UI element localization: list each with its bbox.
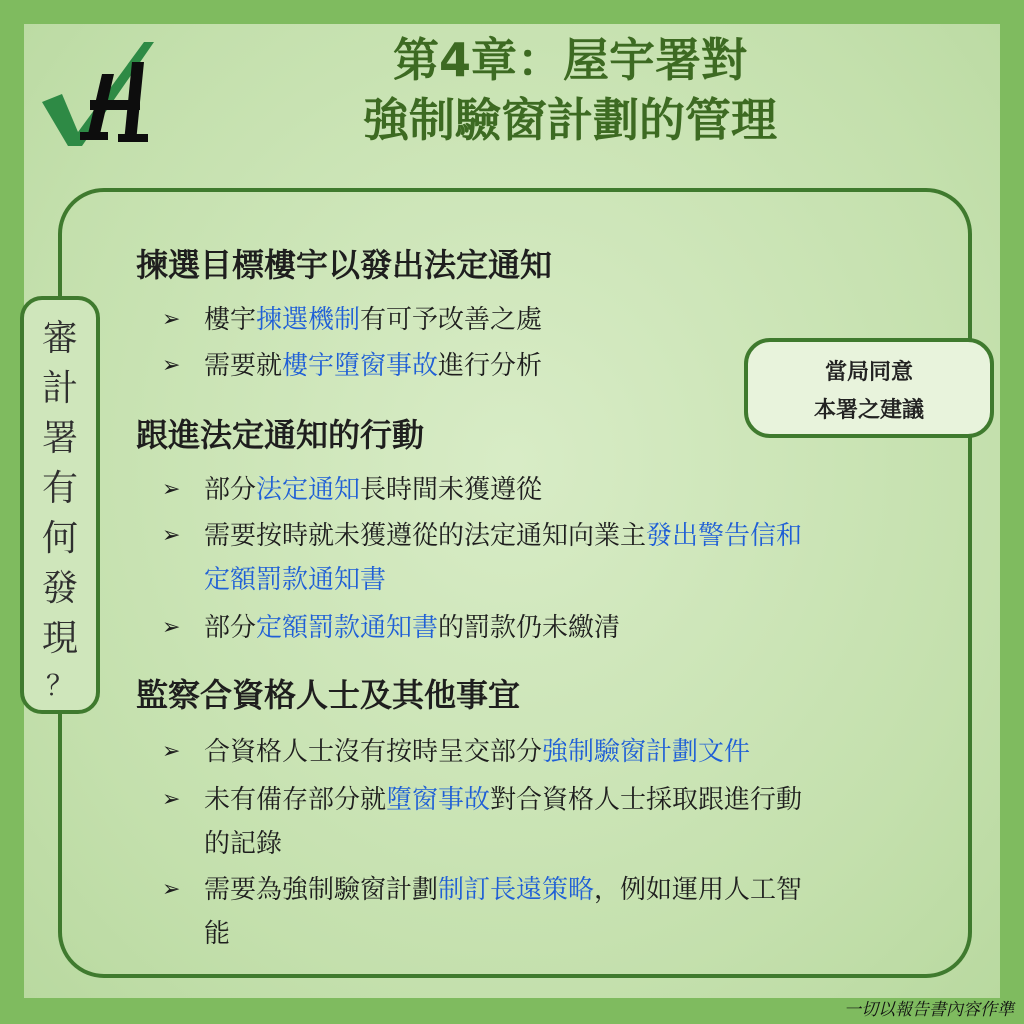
- item-text: 對合資格人士採取跟進行動: [490, 785, 803, 815]
- list-item: [162, 344, 542, 388]
- item-text: 能: [204, 919, 231, 949]
- side-char: 署: [41, 418, 78, 459]
- section-heading: 跟進法定通知的行動: [136, 416, 425, 454]
- side-char: 計: [41, 368, 78, 409]
- bullet-arrow-icon: ➢: [162, 787, 181, 812]
- item-text: 未有備存部分就: [204, 785, 387, 815]
- side-char: 何: [41, 518, 78, 559]
- bullet-arrow-icon: ➢: [162, 615, 181, 640]
- list-item: [162, 298, 542, 342]
- list-item: [162, 730, 750, 774]
- item-text: ，例如運用人工智: [594, 875, 803, 905]
- side-char: 審: [41, 318, 78, 359]
- item-highlight: 揀選機制: [256, 305, 361, 335]
- agreement-badge: [744, 338, 994, 438]
- list-item: [162, 868, 802, 956]
- audit-commission-logo: [40, 34, 160, 152]
- item-highlight: 定額罰款通知書: [256, 613, 439, 643]
- item-text: 進行分析: [438, 351, 543, 381]
- bullet-arrow-icon: ➢: [162, 307, 181, 332]
- item-text: 部分: [204, 475, 257, 505]
- section-heading: 監察合資格人士及其他事宜: [136, 676, 521, 714]
- bullet-arrow-icon: ➢: [162, 353, 181, 378]
- item-highlight: 墮窗事故: [386, 785, 491, 815]
- item-text: 樓宇: [204, 305, 257, 335]
- item-highlight: 強制驗窗計劃文件: [542, 737, 751, 767]
- bullet-arrow-icon: ➢: [162, 477, 181, 502]
- side-char: 發: [41, 568, 78, 609]
- item-text: 需要按時就未獲遵從的法定通知向業主: [204, 521, 647, 551]
- badge-line-1: 當局同意: [824, 360, 913, 385]
- list-item: [162, 468, 542, 512]
- list-item: [162, 778, 802, 866]
- item-highlight: 發出警告信和: [646, 521, 803, 551]
- list-item: [162, 514, 802, 602]
- item-text: 的記錄: [204, 829, 283, 859]
- badge-line-2: 本署之建議: [813, 398, 924, 423]
- item-highlight: 樓宇墮窗事故: [282, 351, 439, 381]
- item-highlight: 定額罰款通知書: [204, 565, 387, 595]
- item-highlight: 制訂長遠策略: [438, 875, 595, 905]
- side-label-tab: [20, 296, 100, 714]
- list-item: [162, 606, 620, 650]
- title-line-2: 強制驗窗計劃的管理: [363, 93, 777, 147]
- bullet-arrow-icon: ➢: [162, 877, 181, 902]
- side-char: 現: [41, 618, 78, 659]
- page-title: [200, 30, 940, 150]
- item-text: 長時間未獲遵從: [360, 475, 543, 505]
- title-line-1: 第4章：屋宇署對: [392, 33, 747, 87]
- item-text: 的罰款仍未繳清: [438, 613, 621, 643]
- item-text: 需要就: [204, 351, 283, 381]
- item-text: 合資格人士沒有按時呈交部分: [204, 737, 543, 767]
- item-text: 有可予改善之處: [360, 305, 543, 335]
- disclaimer-footer: 一切以報告書內容作準: [844, 1000, 1014, 1020]
- item-text: 需要為強制驗窗計劃: [204, 875, 439, 905]
- section-heading: 揀選目標樓宇以發出法定通知: [136, 246, 553, 284]
- item-text: 部分: [204, 613, 257, 643]
- item-highlight: 法定通知: [256, 475, 361, 505]
- bullet-arrow-icon: ➢: [162, 739, 181, 764]
- side-question-mark: ？: [45, 669, 74, 702]
- bullet-arrow-icon: ➢: [162, 523, 181, 548]
- side-char: 有: [41, 468, 78, 509]
